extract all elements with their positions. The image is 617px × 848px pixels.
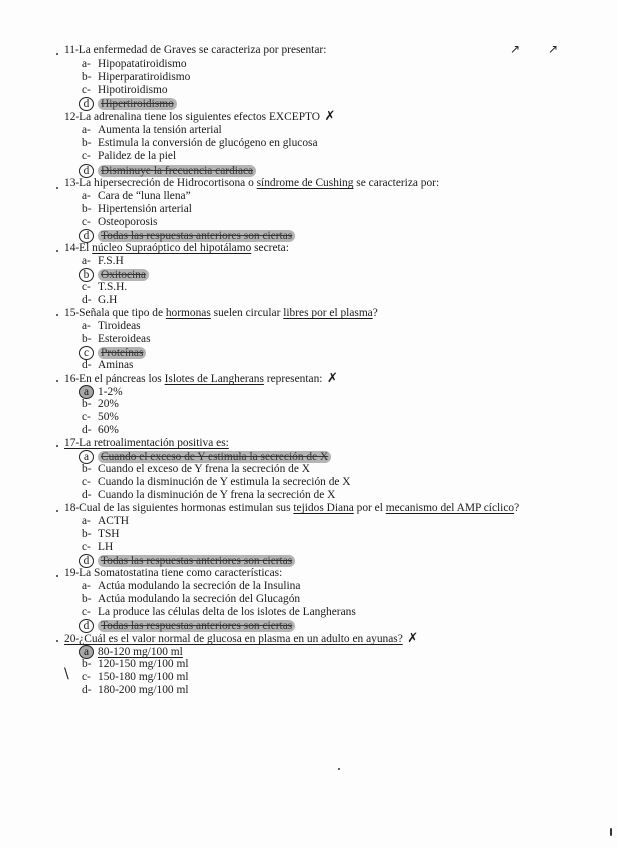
question-19: 19-La Somatostatina tiene como características:: [64, 567, 283, 579]
pen-mark-icon: ↗: [548, 42, 559, 56]
question-15: 15-Señala que tipo de hormonas suelen circular libres por el plasma?: [64, 307, 378, 319]
scan-speck: [56, 445, 58, 447]
q14-option-d: d- G.H: [82, 294, 118, 306]
q13-option-c: c- Osteoporosis: [82, 216, 158, 228]
scan-speck: [56, 53, 58, 55]
q18-option-a: a- ACTH: [82, 515, 130, 527]
q12-option-a: a- Aumenta la tensión arterial: [82, 124, 222, 136]
pen-mark-icon: ↗: [510, 42, 521, 56]
question-12: 12-La adrenalina tiene los siguientes efectos EXCEPTO ✗: [64, 109, 336, 124]
scan-speck: [56, 250, 58, 252]
scan-speck: [338, 768, 340, 770]
q17-option-b: b- Cuando el exceso de Y frena la secreción de X: [82, 463, 310, 475]
q16-option-c: c- 50%: [82, 411, 119, 423]
q15-option-a: a- Tiroideas: [82, 320, 141, 332]
q13-option-d: d Todas las respuestas anteriores son ciertas: [82, 229, 295, 243]
q20-option-b: b- 120-150 mg/100 ml: [82, 658, 189, 670]
q16-option-d: d- 60%: [82, 424, 119, 436]
q17-option-a: a Cuando el exceso de Y estimula la secreción de X: [82, 450, 331, 464]
q18-option-d: d Todas las respuestas anteriores son ciertas: [82, 554, 295, 568]
q20-option-d: d- 180-200 mg/100 ml: [82, 684, 189, 696]
scan-speck: [56, 314, 58, 316]
check-mark-icon: ✗: [322, 371, 338, 386]
q17-option-d: d- Cuando la disminución de Y frena la secreción de X: [82, 489, 336, 501]
q13-option-a: a- Cara de “luna llena”: [82, 190, 191, 202]
scan-speck: [56, 640, 58, 642]
q11-option-b: b- Hiperparatiroidismo: [82, 71, 191, 83]
q16-option-b: b- 20%: [82, 398, 119, 410]
q13-option-b: b- Hipertensión arterial: [82, 203, 192, 215]
q15-option-d: d- Aminas: [82, 359, 134, 371]
q16-option-a: a 1-2%: [82, 385, 123, 399]
scan-speck: [610, 828, 612, 836]
q18-option-c: c- LH: [82, 541, 114, 553]
q11-option-d: d Hipertiroidismo: [82, 97, 177, 111]
q17-option-c: c- Cuando la disminución de Y estimula la secreción de X: [82, 476, 351, 488]
question-20: 20-¿Cuál es el valor normal de glucosa en plasma en un adulto en ayunas? ✗: [64, 631, 419, 646]
q19-option-b: b- Actúa modulando la secreción del Glucagón: [82, 593, 301, 605]
q19-option-c: c- La produce las células delta de los islotes de Langherans: [82, 606, 356, 618]
question-14: 14-El núcleo Supraóptico del hipotálamo secreta:: [64, 242, 289, 254]
q20-option-c: c- 150-180 mg/100 ml: [82, 671, 189, 683]
scan-speck: [56, 187, 58, 189]
scan-speck: [56, 510, 58, 512]
question-11: 11-La enfermedad de Graves se caracteriza por presentar:: [64, 44, 327, 56]
q14-option-c: c- T.S.H.: [82, 281, 128, 293]
scan-speck: [56, 380, 58, 382]
q14-option-a: a- F.S.H: [82, 255, 124, 267]
question-16: 16-En el páncreas los Islotes de Langherans representan: ✗: [64, 371, 338, 386]
q20-option-a: a 80-120 mg/100 ml: [82, 645, 183, 659]
q12-option-c: c- Palidez de la piel: [82, 150, 177, 162]
question-13: 13-La hipersecreción de Hidrocortisona o síndrome de Cushing se caracteriza por:: [64, 177, 440, 189]
q12-option-d: d Disminuye la frecuencia cardiaca: [82, 164, 256, 178]
scan-speck: [56, 575, 58, 577]
question-17: 17-La retroalimentación positiva es:: [64, 437, 229, 449]
q15-option-c: c Proteínas: [82, 346, 146, 360]
q12-option-b: b- Estimula la conversión de glucógeno en glucosa: [82, 137, 318, 149]
pen-mark-icon: \: [64, 666, 69, 682]
q19-option-a: a- Actúa modulando la secreción de la Insulina: [82, 580, 301, 592]
q15-option-b: b- Esteroideas: [82, 333, 151, 345]
q11-option-a: a- Hipopatatiroidismo: [82, 58, 187, 70]
question-18: 18-Cual de las siguientes hormonas estimulan sus tejidos Diana por el mecanismo del AMP cíclico?: [64, 502, 520, 514]
q14-option-b: b Oxitocina: [82, 268, 149, 282]
check-mark-icon: ✗: [320, 109, 336, 124]
q18-option-b: b- TSH: [82, 528, 120, 540]
q11-option-c: c- Hipotiroidismo: [82, 84, 168, 96]
q19-option-d: d Todas las respuestas anteriores son ciertas: [82, 619, 295, 633]
check-mark-icon: ✗: [402, 631, 419, 646]
